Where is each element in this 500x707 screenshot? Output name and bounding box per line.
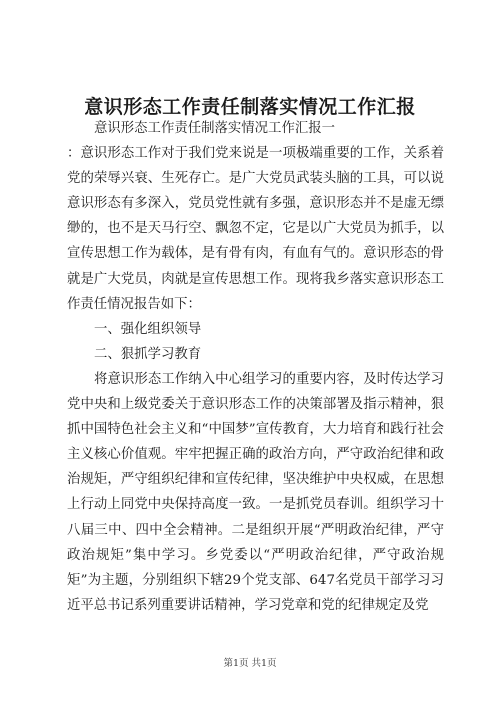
intro-paragraph: ：意识形态工作对于我们党来说是一项极端重要的工作，关系着党的荣辱兴衰、生死存亡。是广大党员武装头脑的工具，可以说意识形态有多深入，党员党性就有多强，意识形态并不是虚无缥缈的，也不是天马行空、飘忽不定，它是以广大党员为抓手，以宣传思想工作为载体，是有骨有肉，有血有气的。意识形态的骨就是广大党员，肉就是宣传思想工作。现将我乡落实意识形态工作责任情况报告如下： [67, 146, 444, 312]
page-footer: 第1页 共1页 [223, 658, 277, 669]
document-body [67, 116, 444, 618]
section-heading-organization: 一、强化组织领导 [94, 321, 202, 337]
section-heading-study: 二、狠抓学习教育 [94, 346, 202, 362]
document-subtitle: 意识形态工作责任制落实情况工作汇报一 [94, 121, 336, 136]
document-title: 意识形态工作责任制落实情况工作汇报 [84, 96, 416, 118]
study-paragraph: 将意识形态工作纳入中心组学习的重要内容，及时传达学习党中央和上级党委关于意识形态工作的决策部署及指示精神，狠抓中国特色社会主义和“中国梦”宣传教育，大力培育和践行社会主义核心价值观。牢牢把握正确的政治方向，严守政治纪律和政治规矩，严守组织纪律和宣传纪律，坚决维护中央权威，在思想上行动上同党中央保持高度一致。一是抓党员春训。组织学习十八届三中、四中全会精神。二是组织开展“严明政治纪律，严守政治规矩”集中学习。乡党委以“严明政治纪律，严守政治规矩”为主题，分别组织下辖29个党支部、647名党员干部学习习近平总书记系列重要讲话精神，学习党章和党的纪律规定及党 [67, 371, 444, 613]
